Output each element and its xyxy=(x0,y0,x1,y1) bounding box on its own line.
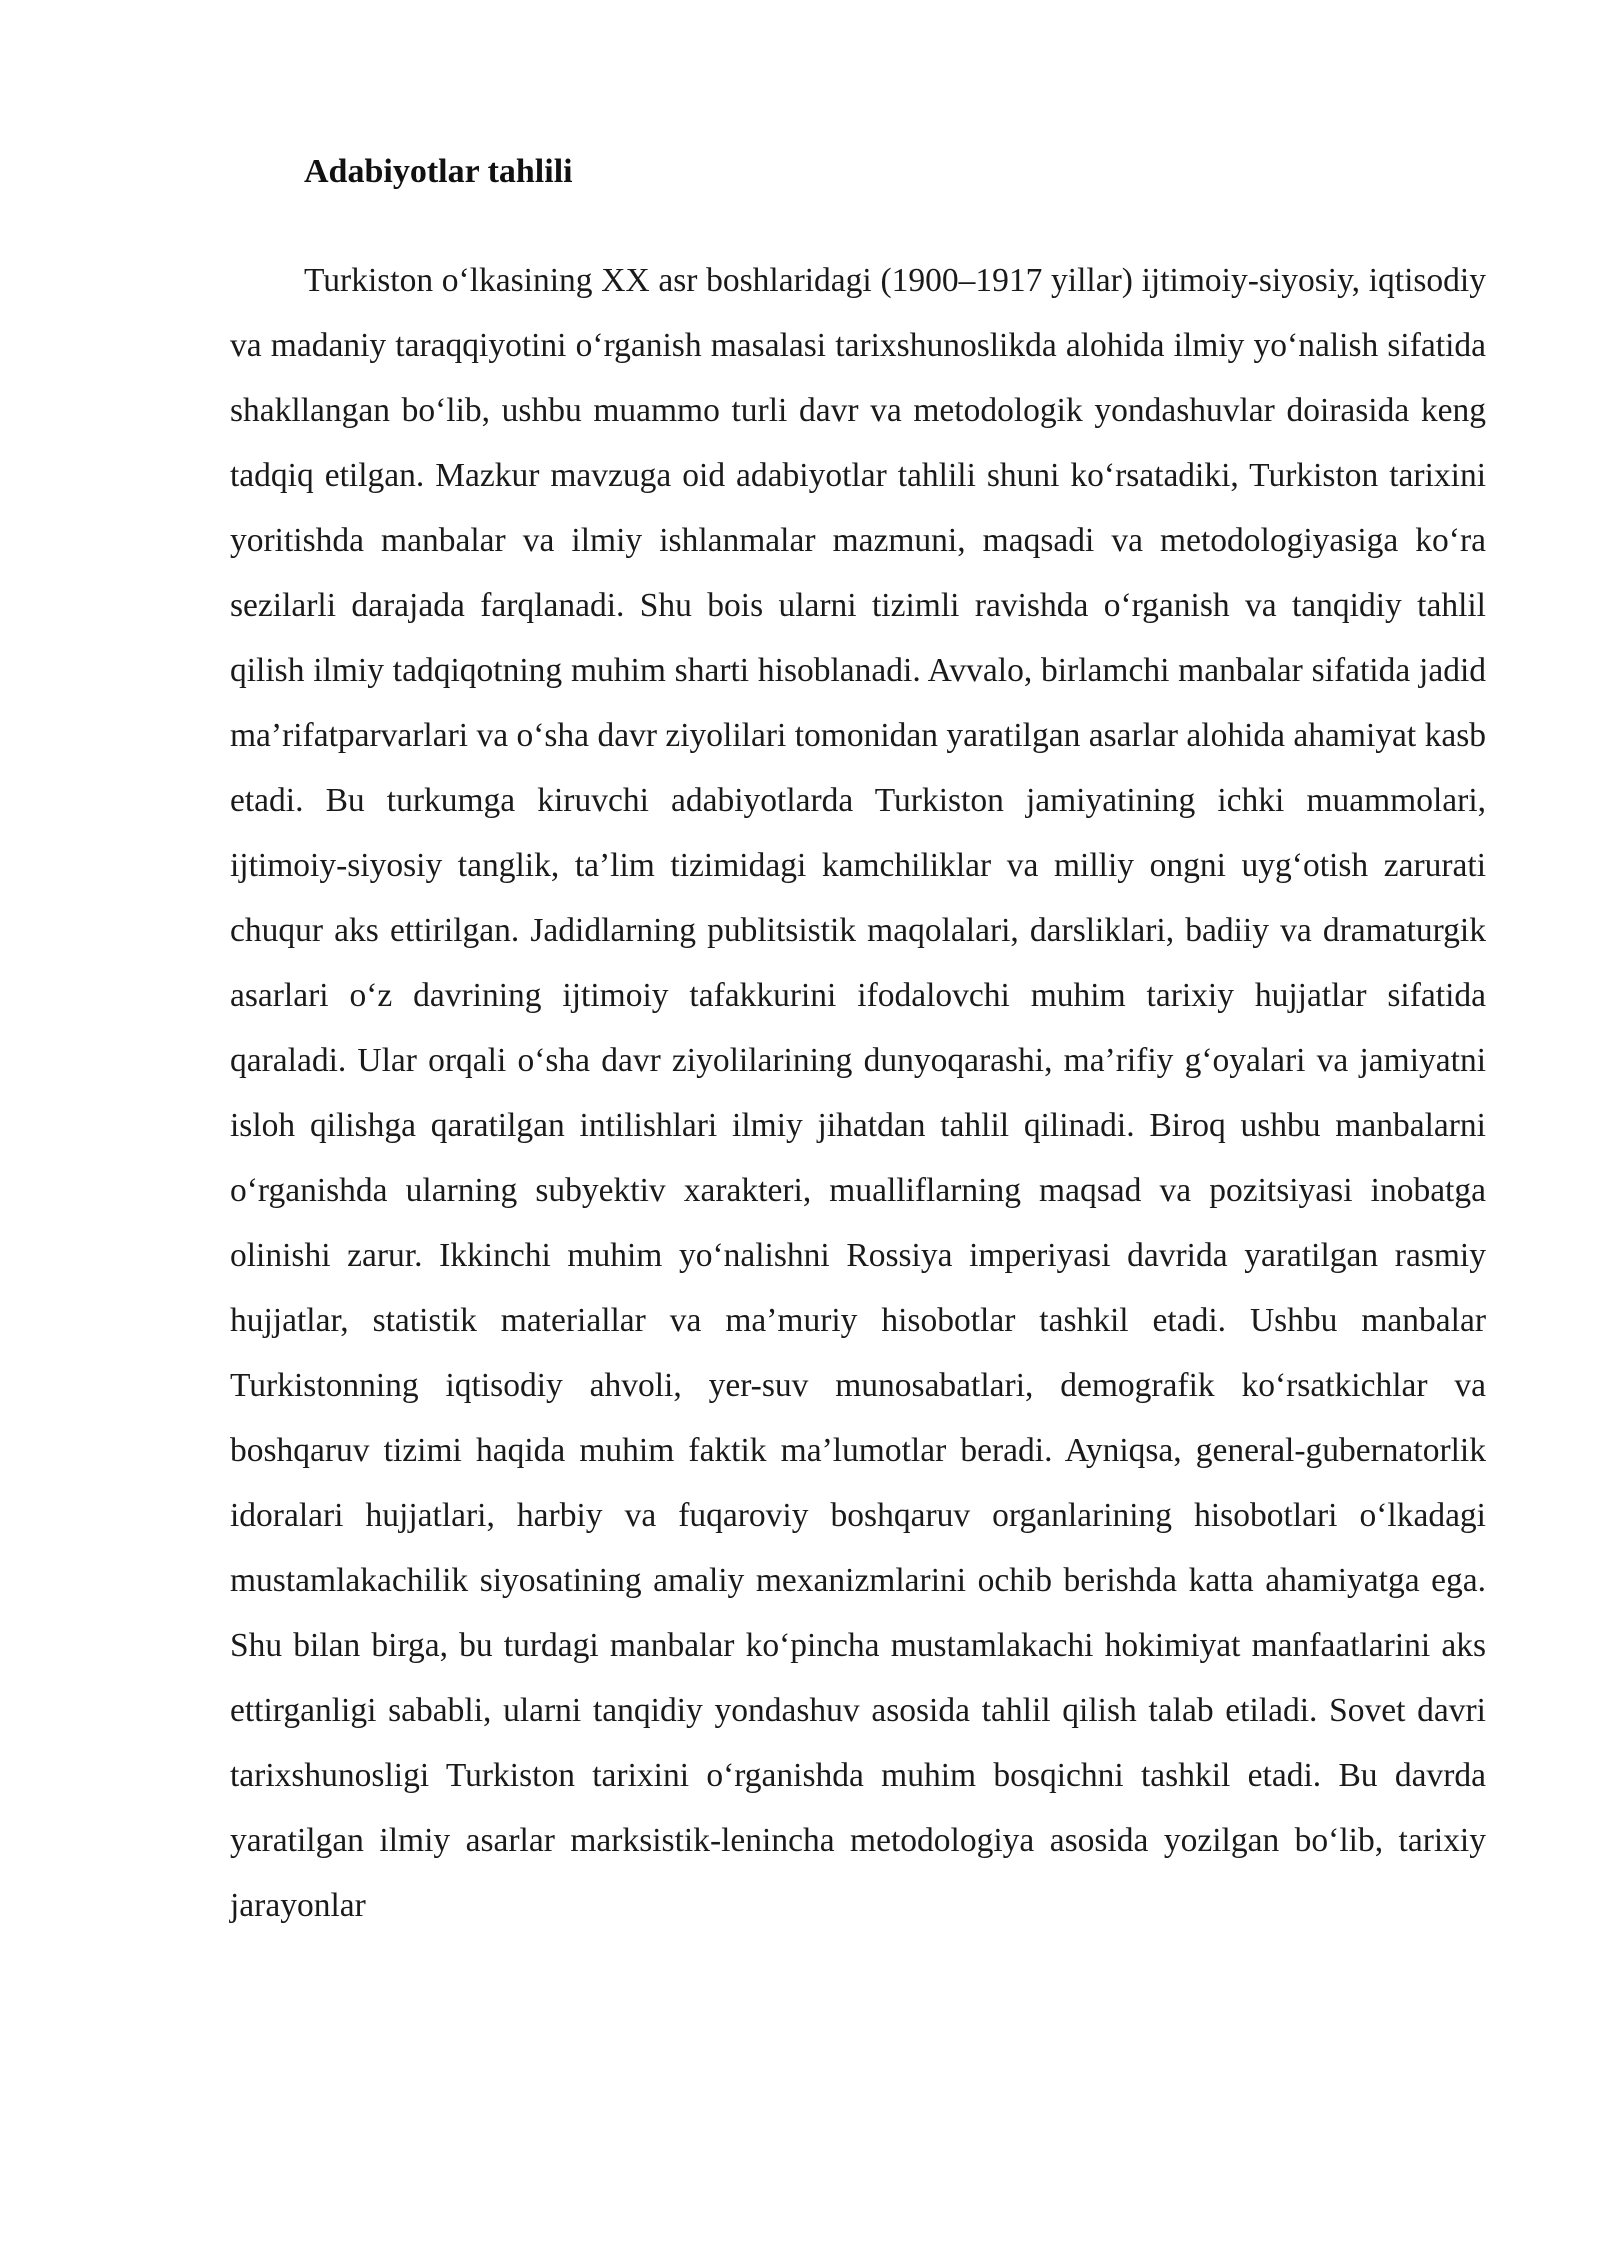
section-heading: Adabiyotlar tahlili xyxy=(304,153,573,190)
body-paragraph: Turkiston o‘lkasining XX asr boshlaridagi (1900–1917 yillar) ijtimoiy-siyosiy, iqtisodiy va madaniy taraqqiyotini o‘rganish masalasi tarixshunoslikda alohida ilmiy yo‘nalish sifatida shakllangan bo‘lib, ushbu muammo turli davr va metodologik yondashuvlar doirasida keng tadqiq etilgan. Mazkur mavzuga oid adabiyotlar tahlili shuni ko‘rsatadiki, Turkiston tarixini yoritishda manbalar va ilmiy ishlanmalar mazmuni, maqsadi va metodologiyasiga ko‘ra sezilarli darajada farqlanadi. Shu bois ularni tizimli ravishda o‘rganish va tanqidiy tahlil qilish ilmiy tadqiqotning muhim sharti hisoblanadi. Avvalo, birlamchi manbalar sifatida jadid ma’rifatparvarlari va o‘sha davr ziyolilari tomonidan yaratilgan asarlar alohida ahamiyat kasb etadi. Bu turkumga kiruvchi adabiyotlarda Turkiston jamiyatining ichki muammolari, ijtimoiy-siyosiy tanglik, ta’lim tizimidagi kamchiliklar va milliy ongni uyg‘otish zarurati chuqur aks ettirilgan. Jadidlarning publitsistik maqolalari, darsliklari, badiiy va dramaturgik asarlari o‘z davrining ijtimoiy tafakkurini ifodalovchi muhim tarixiy hujjatlar sifatida qaraladi. Ular orqali o‘sha davr ziyolilarining dunyoqarashi, ma’rifiy g‘oyalari va jamiyatni isloh qilishga qaratilgan intilishlari ilmiy jihatdan tahlil qilinadi. Biroq ushbu manbalarni o‘rganishda ularning subyektiv xarakteri, mualliflarning maqsad va pozitsiyasi inobatga olinishi zarur. Ikkinchi muhim yo‘nalishni Rossiya imperiyasi davrida yaratilgan rasmiy hujjatlar, statistik materiallar va ma’muriy hisobotlar tashkil etadi. Ushbu manbalar Turkistonning iqtisodiy ahvoli, yer-suv munosabatlari, demografik ko‘rsatkichlar va boshqaruv tizimi haqida muhim faktik ma’lumotlar beradi. Ayniqsa, general-gubernatorlik idoralari hujjatlari, harbiy va fuqaroviy boshqaruv organlarining hisobotlari o‘lkadagi mustamlakachilik siyosatining amaliy mexanizmlarini ochib berishda katta ahamiyatga ega. Shu bilan birga, bu turdagi manbalar ko‘pincha mustamlakachi hokimiyat manfaatlarini aks ettirganligi sababli, ularni tanqidiy yondashuv asosida tahlil qilish talab etiladi. Sovet davri tarixshunosligi Turkiston tarixini o‘rganishda muhim bosqichni tashkil etadi. Bu davrda yaratilgan ilmiy asarlar marksistik-lenincha metodologiya asosida yozilgan bo‘lib, tarixiy jarayonlar xyxy=(230,262,1486,1924)
